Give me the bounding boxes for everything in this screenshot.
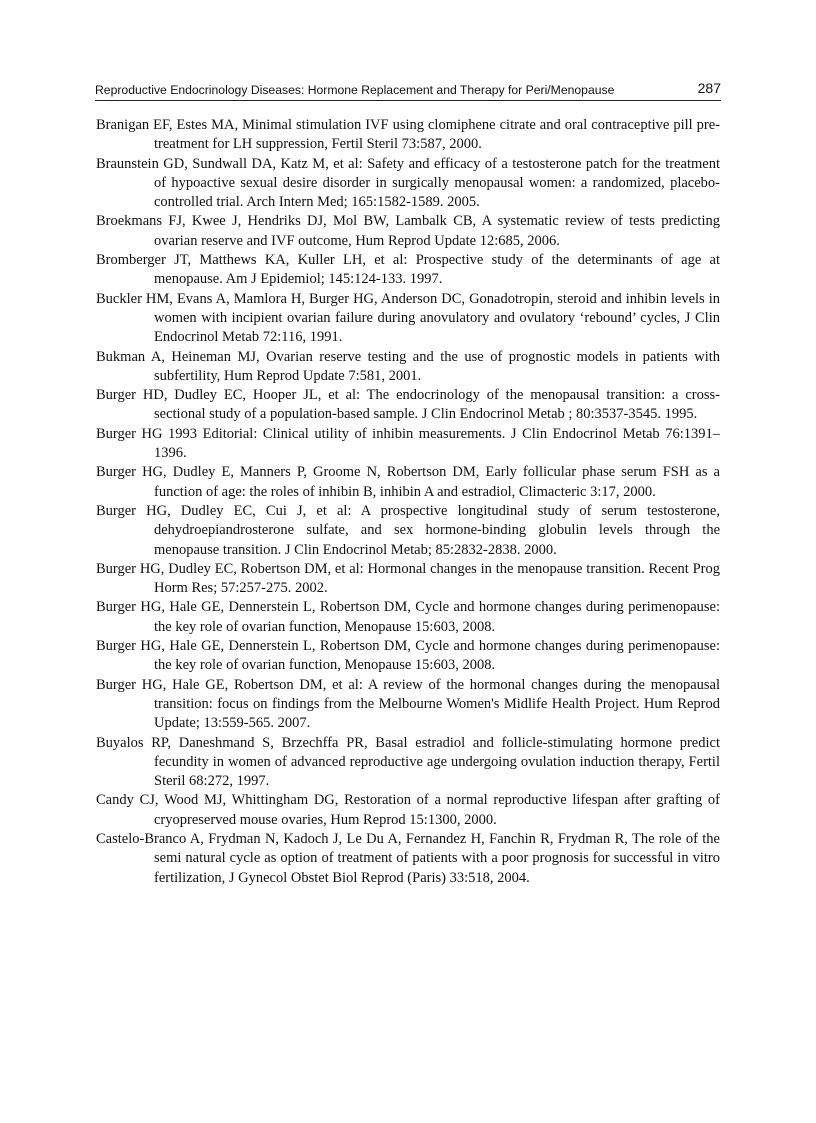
page-number: 287 (697, 80, 721, 96)
running-header (95, 78, 721, 101)
reference-entry: Burger HG, Hale GE, Dennerstein L, Robertson DM, Cycle and hormone changes during perimenopause: the key role of ovarian function, Menopause 15:603, 2008. (96, 638, 720, 674)
reference-entry: Burger HG, Dudley E, Manners P, Groome N, Robertson DM, Early follicular phase serum FSH as a function of age: the roles of inhibin B, inhibin A and estradiol, Climacteric 3:17, 2000. (96, 464, 720, 500)
reference-entry: Burger HG, Dudley EC, Robertson DM, et al: Hormonal changes in the menopause transition. Recent Prog Horm Res; 57:257-275. 2002. (96, 560, 720, 597)
reference-entry: Castelo-Branco A, Frydman N, Kadoch J, Le Du A, Fernandez H, Fanchin R, Frydman R, The role of the semi natural cycle as option of treatment of patients with a poor prognosis for successful in vitro fertilization, J Gynecol Obstet Biol Reprod (Paris) 33:518, 2004. (96, 830, 720, 886)
reference-entry: Burger HG 1993 Editorial: Clinical utility of inhibin measurements. J Clin Endocrinol Metab 76:1391–1396. (96, 425, 720, 462)
reference-entry: Buckler HM, Evans A, Mamlora H, Burger HG, Anderson DC, Gonadotropin, steroid and inhibin levels in women with incipient ovarian failure during anovulatory and ovulatory ‘rebound’ cycles, J Clin Endocrinol Metab 72:116, 1991. (96, 290, 720, 346)
reference-entry: Bromberger JT, Matthews KA, Kuller LH, et al: Prospective study of the determinants of age at menopause. Am J Epidemiol; 145:124-133. 1997. (96, 252, 720, 288)
reference-entry: Burger HG, Hale GE, Dennerstein L, Robertson DM, Cycle and hormone changes during perimenopause: the key role of ovarian function, Menopause 15:603, 2008. (96, 599, 720, 635)
reference-entry: Bukman A, Heineman MJ, Ovarian reserve testing and the use of prognostic models in patients with subfertility, Hum Reprod Update 7:581, 2001. (96, 348, 720, 384)
reference-entry: Burger HG, Hale GE, Robertson DM, et al: A review of the hormonal changes during the menopausal transition: focus on findings from the Melbourne Women's Midlife Health Project. Hum Reprod Update; 13:559-565. 2007. (96, 676, 720, 732)
reference-entry: Burger HG, Dudley EC, Cui J, et al: A prospective longitudinal study of serum testosterone, dehydroepiandrosterone sulfate, and sex hormone-binding globulin levels through the menopause transition. J Clin Endocrinol Metab; 85:2832-2838. 2000. (96, 502, 720, 558)
reference-list (96, 116, 720, 888)
reference-entry: Broekmans FJ, Kwee J, Hendriks DJ, Mol BW, Lambalk CB, A systematic review of tests predicting ovarian reserve and IVF outcome, Hum Reprod Update 12:685, 2006. (96, 213, 720, 249)
running-header-title: Reproductive Endocrinology Diseases: Hormone Replacement and Therapy for Peri/Menopause (95, 83, 615, 97)
reference-entry: Candy CJ, Wood MJ, Whittingham DG, Restoration of a normal reproductive lifespan after grafting of cryopreserved mouse ovaries, Hum Reprod 15:1300, 2000. (96, 792, 720, 828)
reference-entry: Branigan EF, Estes MA, Minimal stimulation IVF using clomiphene citrate and oral contraceptive pill pre-treatment for LH suppression, Fertil Steril 73:587, 2000. (96, 117, 720, 153)
reference-entry: Burger HD, Dudley EC, Hooper JL, et al: The endocrinology of the menopausal transition: a cross-sectional study of a population-based sample. J Clin Endocrinol Metab ; 80:3537-3545. 1995. (96, 387, 720, 423)
reference-entry: Braunstein GD, Sundwall DA, Katz M, et al: Safety and efficacy of a testosterone patch for the treatment of hypoactive sexual desire disorder in surgically menopausal women: a randomized, placebo-controlled trial. Arch Intern Med; 165:1582-1589. 2005. (96, 155, 720, 211)
reference-entry: Buyalos RP, Daneshmand S, Brzechffa PR, Basal estradiol and follicle-stimulating hormone predict fecundity in women of advanced reproductive age undergoing ovulation induction therapy, Fertil Steril 68:272, 1997. (96, 734, 720, 790)
